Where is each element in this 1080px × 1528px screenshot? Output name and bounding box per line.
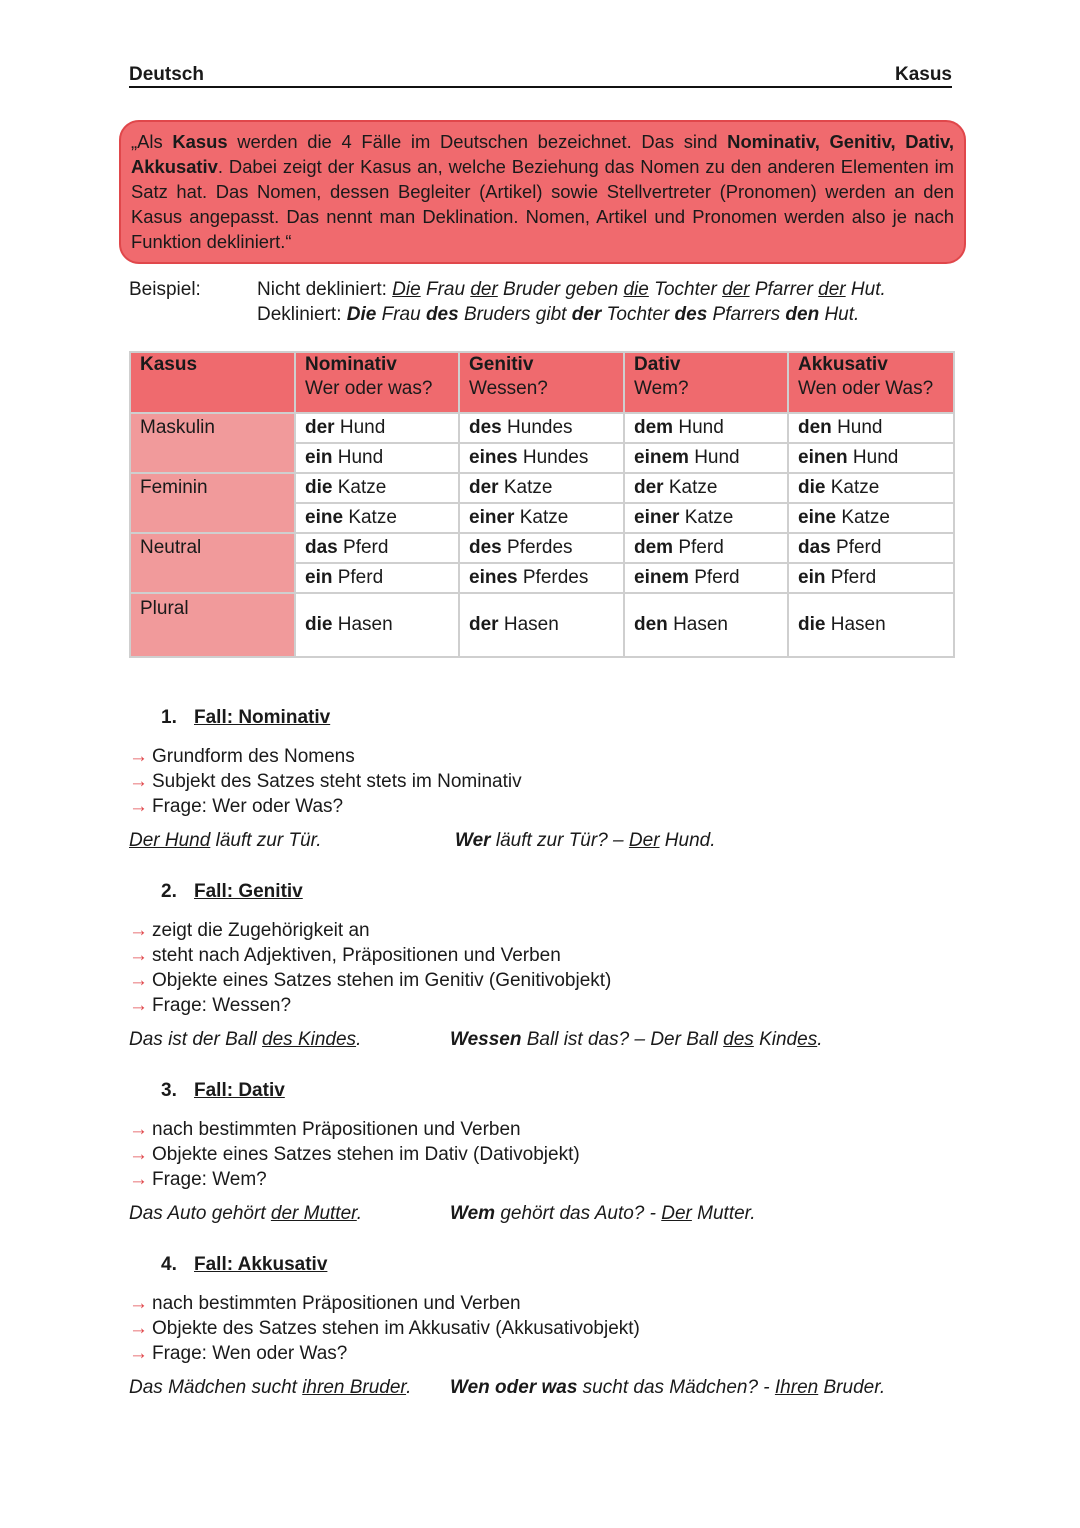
article: des (469, 537, 502, 558)
answer-underlined: es (797, 1029, 818, 1050)
table-cell (624, 563, 788, 593)
example-text: . (406, 1377, 412, 1398)
answer-text: Hund. (659, 830, 716, 851)
example-question-answer (450, 1376, 885, 1400)
bullet-item (129, 744, 522, 769)
answer-text: Mutter. (691, 1203, 756, 1224)
noun: Hund (337, 447, 384, 468)
table-cell (788, 413, 954, 443)
table-cell (459, 473, 624, 503)
noun: Katze (519, 507, 569, 528)
answer-text: . (817, 1029, 823, 1050)
section-number: 3. (161, 1080, 177, 1101)
bullet-item (129, 1291, 640, 1316)
table-row (130, 533, 954, 563)
table-header-row (130, 352, 954, 413)
column-title: Akkusativ (798, 354, 888, 375)
arrow-icon: → (129, 945, 148, 966)
arrow-icon: → (129, 970, 148, 991)
answer-text: läuft zur Tür? – (490, 830, 629, 851)
article: einem (634, 447, 689, 468)
article: die (798, 477, 826, 498)
arrow-icon: → (129, 920, 148, 941)
row-header-feminin: Feminin (130, 473, 295, 533)
intro-text: werden die 4 Fälle im Deutschen bezeichnet. Das sind (227, 131, 728, 152)
noun: Katze (337, 477, 387, 498)
example-sentence (129, 1202, 362, 1226)
noun: Hund (678, 417, 724, 438)
table-cell (459, 593, 624, 657)
table-cell (295, 563, 459, 593)
row-header-plural: Plural (130, 593, 295, 657)
article: eine (798, 507, 837, 528)
bullet-item (129, 1117, 580, 1142)
answer-text: Kind (753, 1029, 798, 1050)
answer-underlined: des (723, 1029, 754, 1050)
noun: Hund (837, 417, 883, 438)
column-title: Kasus (140, 354, 198, 375)
row-header-neutral: Neutral (130, 533, 295, 593)
table-cell (459, 563, 624, 593)
table-cell (788, 473, 954, 503)
section-heading: Fall: Nominativ (194, 707, 331, 728)
answer-text: Ball ist das? – Der Ball (521, 1029, 724, 1050)
arrow-icon: → (129, 746, 148, 767)
noun: Katze (684, 507, 734, 528)
article: die (305, 477, 333, 498)
intro-kasus-term: Kasus (172, 131, 228, 152)
table-cell (788, 443, 954, 473)
bullet-item (129, 794, 522, 819)
article: ein (305, 567, 333, 588)
table-cell (624, 473, 788, 503)
noun: Pferdes (507, 537, 573, 558)
article: einer (469, 507, 515, 528)
table-cell (788, 593, 954, 657)
arrow-icon: → (129, 995, 148, 1016)
noun: Hasen (830, 614, 886, 635)
answer-underlined: Der (661, 1203, 692, 1224)
article: eine (305, 507, 344, 528)
noun: Pferd (343, 537, 389, 558)
article: eines (469, 567, 518, 588)
question-word: Wer (455, 830, 491, 851)
answer-text: sucht das Mädchen? - (577, 1377, 775, 1398)
column-question: Wessen? (469, 378, 548, 399)
arrow-icon: → (129, 1293, 148, 1314)
article: der (305, 417, 335, 438)
table-cell (295, 443, 459, 473)
example-sentence (129, 829, 322, 853)
noun: Katze (348, 507, 397, 528)
example-question-answer (450, 1028, 822, 1052)
declension-table (129, 351, 955, 658)
bullet-item (129, 769, 522, 794)
noun: Hundes (522, 447, 589, 468)
topic-label: Kasus (894, 64, 952, 85)
noun: Pferdes (522, 567, 589, 588)
table-cell (788, 563, 954, 593)
row-header-maskulin: Maskulin (130, 413, 295, 473)
noun: Hasen (337, 614, 393, 635)
bullet-text: Frage: Wer oder Was? (152, 796, 344, 817)
bullet-text: nach bestimmten Präpositionen und Verben (152, 1119, 521, 1140)
bullet-text: Objekte des Satzes stehen im Akkusativ (Akkusativobjekt) (152, 1318, 640, 1339)
bullet-text: Frage: Wessen? (152, 995, 292, 1016)
arrow-icon: → (129, 1343, 148, 1364)
example-text: Das ist der Ball (129, 1029, 263, 1050)
section-number: 1. (161, 707, 177, 728)
table-cell (459, 443, 624, 473)
answer-underlined: Ihren (774, 1377, 819, 1398)
bullet-item (129, 1316, 640, 1341)
bullet-text: nach bestimmten Präpositionen und Verben (152, 1293, 521, 1314)
article: dem (634, 417, 674, 438)
arrow-icon: → (129, 771, 148, 792)
noun: Pferd (830, 567, 877, 588)
bullet-text: Subjekt des Satzes steht stets im Nominativ (152, 771, 522, 792)
intro-text: „Als (131, 131, 173, 152)
noun: Pferd (678, 537, 724, 558)
example-declined: Dekliniert: Die Frau des Bruders gibt der Tochter des Pfarrers den Hut. (257, 304, 860, 325)
article: ein (798, 567, 826, 588)
article: des (469, 417, 502, 438)
bullet-list (129, 1291, 640, 1366)
table-row (130, 473, 954, 503)
arrow-icon: → (129, 1119, 148, 1140)
section-number: 4. (161, 1254, 177, 1275)
table-row (130, 593, 954, 657)
example-text: . (356, 1203, 363, 1224)
bullet-list (129, 744, 522, 819)
article: eines (469, 447, 518, 468)
question-word: Wessen (450, 1029, 522, 1050)
bullet-text: zeigt die Zugehörigkeit an (152, 920, 370, 941)
noun: Pferd (337, 567, 384, 588)
section-heading: Fall: Dativ (194, 1080, 285, 1101)
table-cell (624, 593, 788, 657)
table-cell (459, 413, 624, 443)
example-underlined: der Mutter (270, 1203, 357, 1224)
article: einem (634, 567, 689, 588)
column-header-1 (295, 352, 459, 413)
article: einen (798, 447, 848, 468)
column-title: Dativ (634, 354, 681, 375)
table-cell (295, 503, 459, 533)
answer-text: Bruder. (818, 1377, 886, 1398)
bullet-text: Frage: Wem? (152, 1169, 267, 1190)
bullet-item (129, 1142, 580, 1167)
table-row (130, 413, 954, 443)
bullet-list (129, 918, 611, 1018)
table-cell (295, 413, 459, 443)
table-cell (295, 533, 459, 563)
arrow-icon: → (129, 796, 148, 817)
noun: Hund (339, 417, 386, 438)
example-undeclined: Nicht dekliniert: Die Frau der Bruder geben die Tochter der Pfarrer der Hut. (257, 279, 886, 300)
noun: Pferd (836, 537, 882, 558)
bullet-item (129, 968, 611, 993)
section-number: 2. (161, 881, 177, 902)
example-question-answer (455, 829, 716, 853)
noun: Hasen (673, 614, 728, 635)
article: dem (634, 537, 674, 558)
column-question: Wer oder was? (305, 378, 433, 399)
article: der (469, 477, 499, 498)
column-title: Genitiv (469, 354, 534, 375)
intro-text: . Dabei zeigt der Kasus an, welche Beziehung das Nomen zu den anderen Elementen im Satz hat. Das Nomen, dessen Begleiter (Artikel) sowie Stellvertreter (Pronomen) werden an den Kasus angepasst. Das nennt man Deklination. Nomen, Artikel und Pronomen werden also je nach Funktion dekliniert.“ (131, 156, 954, 252)
table-cell (624, 443, 788, 473)
bullet-item (129, 993, 611, 1018)
noun: Katze (503, 477, 553, 498)
example-sentence (129, 1376, 411, 1400)
example-text: . (356, 1029, 362, 1050)
column-header-0 (130, 352, 295, 413)
bullet-list (129, 1117, 580, 1192)
example-text: läuft zur Tür. (210, 830, 322, 851)
table-cell (295, 593, 459, 657)
table-cell (624, 533, 788, 563)
arrow-icon: → (129, 1318, 148, 1339)
bullet-text: Objekte eines Satzes stehen im Genitiv (Genitivobjekt) (152, 970, 612, 991)
example-underlined: ihren Bruder (302, 1377, 407, 1398)
noun: Hund (852, 447, 899, 468)
column-header-3 (624, 352, 788, 413)
intro-cases-term: Nominativ, Genitiv, Dativ, Akkusativ (131, 131, 954, 177)
example-question-answer (450, 1202, 756, 1226)
question-word: Wem (450, 1203, 496, 1224)
bullet-item (129, 918, 611, 943)
example-sentence (129, 1028, 361, 1052)
table-cell (624, 413, 788, 443)
article: das (798, 537, 831, 558)
bullet-text: Frage: Wen oder Was? (152, 1343, 348, 1364)
article: das (305, 537, 338, 558)
article: die (305, 614, 333, 635)
answer-text: gehört das Auto? - (495, 1203, 662, 1224)
column-header-2 (459, 352, 624, 413)
column-question: Wem? (634, 378, 689, 399)
answer-underlined: Der (628, 830, 660, 851)
section-heading: Fall: Genitiv (194, 881, 303, 902)
example-label: Beispiel: (129, 279, 201, 300)
noun: Katze (668, 477, 718, 498)
article: der (469, 614, 499, 635)
table-cell (624, 503, 788, 533)
example-text: Das Auto gehört (129, 1203, 271, 1224)
example-underlined: des Kindes (262, 1029, 357, 1050)
article: ein (305, 447, 333, 468)
article: den (798, 417, 832, 438)
noun: Katze (830, 477, 880, 498)
table-cell (459, 533, 624, 563)
article: einer (634, 507, 680, 528)
noun: Hund (694, 447, 740, 468)
section-title (161, 706, 330, 730)
arrow-icon: → (129, 1144, 148, 1165)
article: den (634, 614, 668, 635)
table-cell (788, 503, 954, 533)
column-question: Wen oder Was? (798, 378, 934, 399)
section-title (161, 1079, 285, 1103)
section-heading: Fall: Akkusativ (194, 1254, 328, 1275)
table-cell (788, 533, 954, 563)
article: der (634, 477, 664, 498)
section-title (161, 1253, 327, 1277)
arrow-icon: → (129, 1169, 148, 1190)
section-title (161, 880, 303, 904)
noun: Pferd (694, 567, 740, 588)
example-text: Das Mädchen sucht (129, 1377, 303, 1398)
question-word: Wen oder was (450, 1377, 578, 1398)
noun: Hundes (507, 417, 573, 438)
subject-label: Deutsch (129, 64, 204, 85)
column-header-4 (788, 352, 954, 413)
noun: Katze (841, 507, 890, 528)
page-header (129, 64, 952, 88)
example-underlined: Der Hund (129, 830, 211, 851)
table-cell (295, 473, 459, 503)
column-title: Nominativ (305, 354, 397, 375)
definition-box (119, 120, 966, 264)
bullet-item (129, 1167, 580, 1192)
table-cell (459, 503, 624, 533)
bullet-text: Objekte eines Satzes stehen im Dativ (Dativobjekt) (152, 1144, 580, 1165)
bullet-item (129, 1341, 640, 1366)
bullet-text: Grundform des Nomens (152, 746, 355, 767)
article: die (798, 614, 826, 635)
bullet-item (129, 943, 611, 968)
bullet-text: steht nach Adjektiven, Präpositionen und Verben (152, 945, 561, 966)
noun: Hasen (503, 614, 559, 635)
